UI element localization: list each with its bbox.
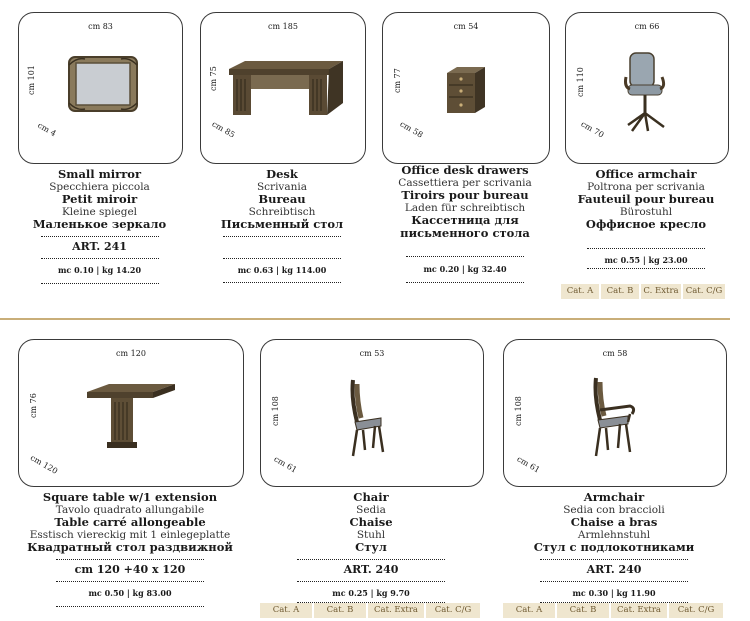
category-badges: [260, 603, 480, 618]
name-fr: Tiroirs pour bureau: [401, 188, 529, 202]
dotted-divider: [41, 283, 159, 284]
dotted-divider: [587, 268, 705, 269]
dimension-height: cm 101: [27, 65, 36, 95]
product-description: [18, 491, 242, 607]
name-fr: Petit miroir: [61, 192, 138, 206]
category-badge[interactable]: Cat. A: [260, 603, 312, 618]
name-de: Stuhl: [356, 528, 386, 541]
category-badge[interactable]: Cat. Extra: [611, 603, 667, 618]
article-number: ART. 240: [586, 562, 642, 576]
dimension-width: cm 83: [88, 22, 113, 31]
volume-weight: mc 0.50 | kg 83.00: [88, 588, 172, 598]
dimension-height: cm 75: [209, 66, 218, 91]
dimension-depth: cm 61: [515, 454, 542, 475]
dimension-width: cm 54: [453, 22, 479, 31]
name-de: Armlehnstuhl: [577, 528, 651, 541]
dimension-height: cm 76: [29, 393, 38, 418]
volume-weight: mc 0.10 | kg 14.20: [57, 265, 142, 275]
dimension-width: cm 120: [116, 349, 146, 358]
name-it: Tavolo quadrato allungabile: [55, 503, 205, 516]
name-ru: Стул: [355, 540, 387, 554]
desk-icon: [225, 59, 345, 119]
name-it: Sedia: [356, 503, 386, 516]
product-frame: [565, 12, 729, 164]
dotted-divider: [540, 581, 688, 582]
name-en: Office armchair: [595, 167, 697, 181]
name-it: Poltrona per scrivania: [587, 180, 705, 193]
name-ru: Письменный стол: [220, 217, 344, 231]
dotted-divider: [540, 559, 688, 560]
name-en: Small mirror: [57, 167, 142, 181]
section-divider: [0, 318, 730, 320]
dimension-height: cm 77: [393, 68, 402, 93]
category-badge[interactable]: Cat. A: [561, 284, 599, 299]
name-fr: Bureau: [258, 192, 306, 206]
name-fr: Table carré allongeable: [54, 515, 206, 529]
dotted-divider: [406, 256, 524, 257]
product-card-office-armchair: [565, 12, 735, 304]
dotted-divider: [56, 559, 204, 560]
product-description: [382, 164, 548, 283]
article-number: ART. 241: [72, 239, 127, 253]
name-en: Desk: [266, 167, 298, 181]
product-description: [18, 168, 181, 284]
category-badge[interactable]: C. Extra: [641, 284, 681, 299]
chair-icon: [347, 378, 387, 458]
dimension-width: cm 185: [268, 22, 298, 31]
article-number: [382, 242, 548, 252]
category-badge[interactable]: Cat. B: [557, 603, 609, 618]
dimension-depth: cm 120: [28, 453, 60, 476]
product-frame: [18, 339, 244, 487]
dimension-width: cm 58: [602, 349, 628, 358]
category-badge[interactable]: Cat. C/G: [669, 603, 723, 618]
name-ru: Оффисное кресло: [585, 217, 707, 231]
article-number: [200, 241, 364, 253]
volume-weight: mc 0.63 | kg 114.00: [237, 264, 327, 275]
name-it: Specchiera piccola: [49, 180, 150, 193]
dimension-height: cm 108: [514, 396, 523, 426]
name-en: Chair: [353, 490, 389, 504]
article-number: [565, 234, 727, 244]
product-card-office-desk-drawers: [382, 12, 552, 304]
dimension-depth: cm 85: [210, 119, 237, 140]
dimension-height: cm 108: [271, 396, 280, 426]
product-frame: [503, 339, 727, 487]
dimension-width: cm 66: [634, 22, 660, 31]
product-card-small-mirror: [18, 12, 185, 304]
dotted-divider: [223, 258, 341, 259]
name-ru: Маленькое зеркало: [32, 217, 167, 231]
name-de: Kleine spiegel: [61, 205, 138, 218]
name-it: Sedia con braccioli: [563, 503, 665, 516]
dotted-divider: [223, 282, 341, 283]
product-description: [503, 491, 725, 603]
dotted-divider: [56, 606, 204, 607]
product-frame: [200, 12, 366, 164]
name-de: Bürostuhl: [619, 205, 673, 218]
category-badges: [561, 284, 725, 299]
name-de: Esstisch viereckig mit 1 einlegeplatte: [29, 528, 231, 541]
category-badge[interactable]: Cat. B: [601, 284, 639, 299]
dotted-divider: [297, 581, 445, 582]
name-en: Square table w/1 extension: [42, 490, 218, 504]
volume-weight: mc 0.25 | kg 9.70: [332, 588, 410, 598]
dotted-divider: [406, 282, 524, 283]
dimension-depth: cm 61: [272, 454, 299, 475]
category-badge[interactable]: Cat. B: [314, 603, 366, 618]
dotted-divider: [41, 258, 159, 259]
drawers-icon: [445, 65, 487, 115]
name-en: Office desk drawers: [401, 163, 529, 177]
product-card-chair: [260, 339, 490, 619]
category-badge[interactable]: Cat. C/G: [683, 284, 725, 299]
category-badge[interactable]: Cat. C/G: [426, 603, 480, 618]
name-en: Armchair: [583, 490, 645, 504]
product-description: [260, 491, 482, 603]
name-it: Scrivania: [256, 180, 308, 193]
dotted-divider: [587, 248, 705, 249]
article-number: ART. 240: [343, 562, 399, 576]
product-card-armchair: [503, 339, 733, 619]
name-fr: Chaise: [349, 515, 393, 529]
product-card-square-table: [18, 339, 246, 619]
mirror-icon: [67, 55, 139, 113]
product-description: [200, 168, 364, 283]
dotted-divider: [56, 581, 204, 582]
product-frame: [382, 12, 550, 164]
volume-weight: mc 0.55 | kg 23.00: [604, 254, 688, 265]
table-icon: [85, 384, 177, 450]
name-ru: Квадратный стол раздвижной: [27, 540, 233, 554]
name-it: Cassettiera per scrivania: [398, 176, 532, 189]
category-badge[interactable]: Cat. Extra: [368, 603, 424, 618]
name-de: Laden für schreibtisch: [404, 201, 526, 214]
category-badge[interactable]: Cat. A: [503, 603, 555, 618]
name-fr: Chaise a bras: [570, 515, 658, 529]
office-chair-icon: [622, 51, 676, 135]
dotted-divider: [41, 236, 159, 237]
name-ru: Кассетница для письменного стола: [400, 213, 530, 240]
product-frame: [18, 12, 183, 164]
dimension-height: cm 110: [576, 67, 585, 97]
product-card-desk: [200, 12, 367, 304]
name-fr: Fauteuil pour bureau: [577, 192, 715, 206]
armchair-icon: [590, 376, 638, 460]
dimension-width: cm 53: [359, 349, 385, 358]
volume-weight: mc 0.30 | kg 11.90: [572, 588, 656, 598]
dimension-depth: cm 4: [36, 120, 58, 139]
name-ru: Стул с подлокотниками: [533, 540, 695, 554]
dotted-divider: [297, 559, 445, 560]
category-badges: [503, 603, 723, 618]
dotted-divider: [223, 236, 341, 237]
product-frame: [260, 339, 484, 487]
dimension-depth: cm 70: [579, 119, 606, 140]
product-description: [565, 168, 727, 269]
volume-weight: mc 0.20 | kg 32.40: [423, 264, 507, 274]
article-number: cm 120 +40 x 120: [74, 562, 186, 576]
name-de: Schreibtisch: [248, 205, 316, 218]
dimension-depth: cm 58: [398, 119, 425, 140]
